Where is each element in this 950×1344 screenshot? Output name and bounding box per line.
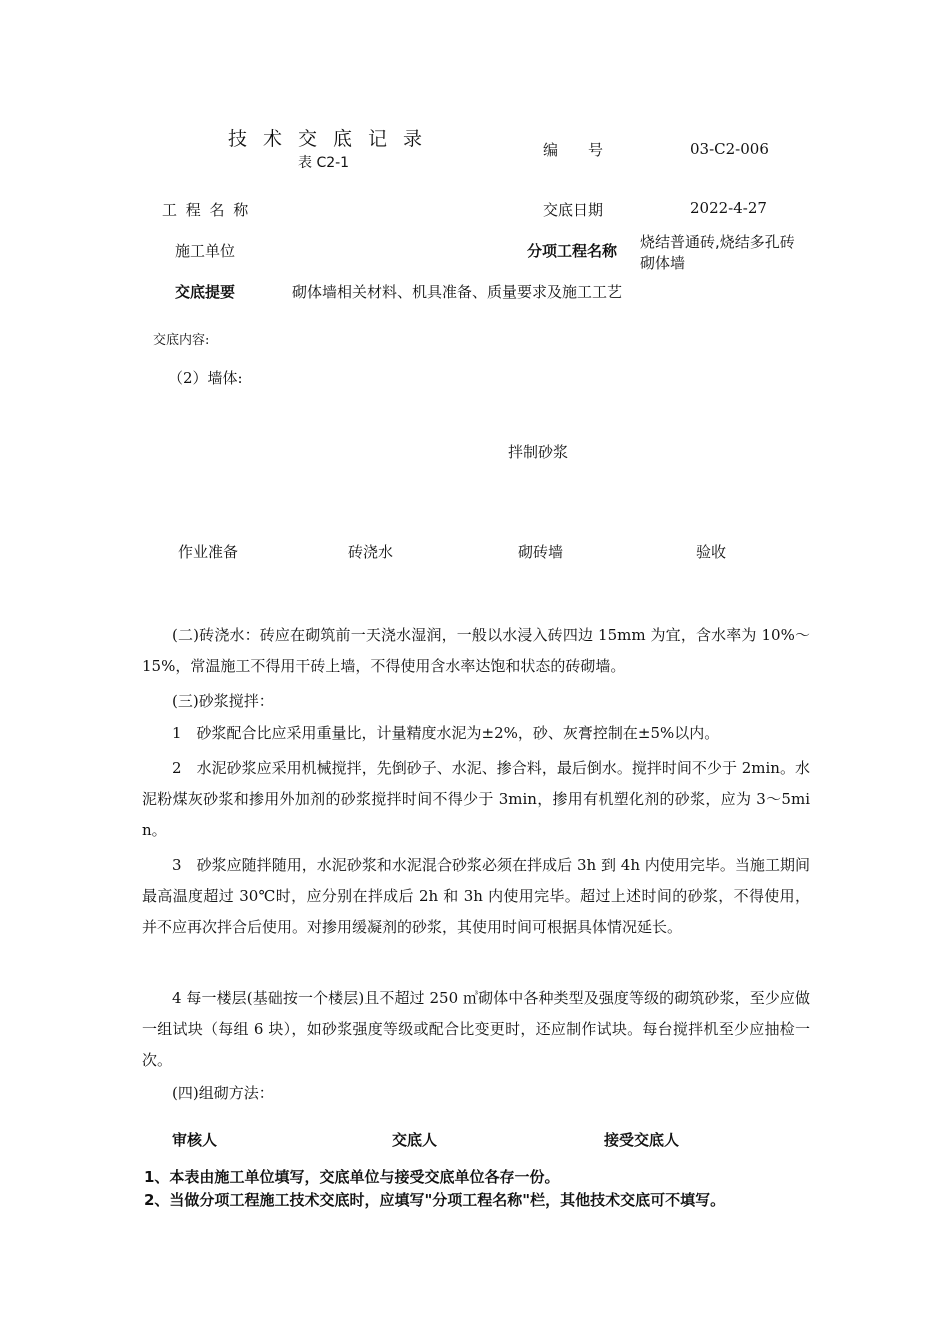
summary-value: 砌体墙相关材料、机具准备、质量要求及施工工艺	[292, 283, 623, 301]
flow-step-prep: 作业准备	[178, 543, 239, 561]
mortar-item-4: 4 每一楼层(基础按一个楼层)且不超过 250 ㎥砌体中各种类型及强度等级的砌筑砂浆，至少应做一组试块（每组 6 块），如砂浆强度等级或配合比变更时，还应制作试块。每台搅拌机至少应抽检一次。	[142, 989, 810, 1069]
flow-step-build: 砌砖墙	[518, 543, 564, 561]
code-label: 编 号	[543, 141, 604, 159]
discloser-label: 交底人	[392, 1131, 438, 1149]
section-wall: （2）墙体:	[168, 369, 243, 387]
flow-step-mix-mortar: 拌制砂浆	[508, 443, 569, 461]
flow-step-accept: 验收	[696, 543, 727, 561]
mortar-heading: (三)砂浆搅拌：	[172, 692, 274, 710]
construction-unit-label: 施工单位	[175, 242, 236, 260]
summary-label: 交底提要	[175, 283, 236, 301]
project-name-label: 工 程 名 称	[162, 201, 251, 219]
para-brick-water: (二)砖浇水：砖应在砌筑前一天浇水湿润，一般以水浸入砖四边 15mm 为宜，含水率为 10%～15%，常温施工不得用干砖上墙，不得使用含水率达饱和状态的砖砌墙。	[142, 626, 810, 675]
note-2: 2、当做分项工程施工技术交底时，应填写"分项工程名称"栏，其他技术交底可不填写。	[144, 1191, 726, 1209]
mortar-item-2: 2 水泥砂浆应采用机械搅拌，先倒砂子、水泥、掺合料，最后倒水。搅拌时间不少于 2min。水泥粉煤灰砂浆和掺用外加剂的砂浆搅拌时间不得少于 3min，掺用有机塑化剂的砂浆，应为 3～5min。	[142, 759, 810, 839]
note-1: 1、本表由施工单位填写，交底单位与接受交底单位各存一份。	[144, 1168, 560, 1186]
content-label: 交底内容:	[153, 333, 210, 348]
mortar-item-3: 3 砂浆应随拌随用，水泥砂浆和水泥混合砂浆必须在拌成后 3h 到 4h 内使用完毕。当施工期间最高温度超过 30℃时，应分别在拌成后 2h 和 3h 内使用完毕。超过上述时间的砂浆，不得使用，并不应再次拌合后使用。对掺用缓凝剂的砂浆，其使用时间可根据具体情况延长。	[142, 856, 810, 936]
date-value: 2022-4-27	[690, 199, 767, 217]
table-number: 表 C2-1	[298, 155, 350, 171]
reviewer-label: 审核人	[172, 1131, 218, 1149]
mortar-item-1: 1 砂浆配合比应采用重量比，计量精度水泥为±2%，砂、灰膏控制在±5%以内。	[172, 724, 720, 742]
sub-project-value-line2: 砌体墙	[640, 254, 686, 272]
method-heading: (四)组砌方法：	[172, 1084, 274, 1102]
sub-project-value-line1: 烧结普通砖,烧结多孔砖	[640, 233, 795, 251]
sub-project-label: 分项工程名称	[527, 242, 618, 260]
flow-step-water: 砖浇水	[348, 543, 394, 561]
receiver-label: 接受交底人	[604, 1131, 680, 1149]
date-label: 交底日期	[543, 201, 604, 219]
document-title: 技术交底记录	[228, 128, 439, 150]
code-value: 03-C2-006	[690, 140, 769, 158]
